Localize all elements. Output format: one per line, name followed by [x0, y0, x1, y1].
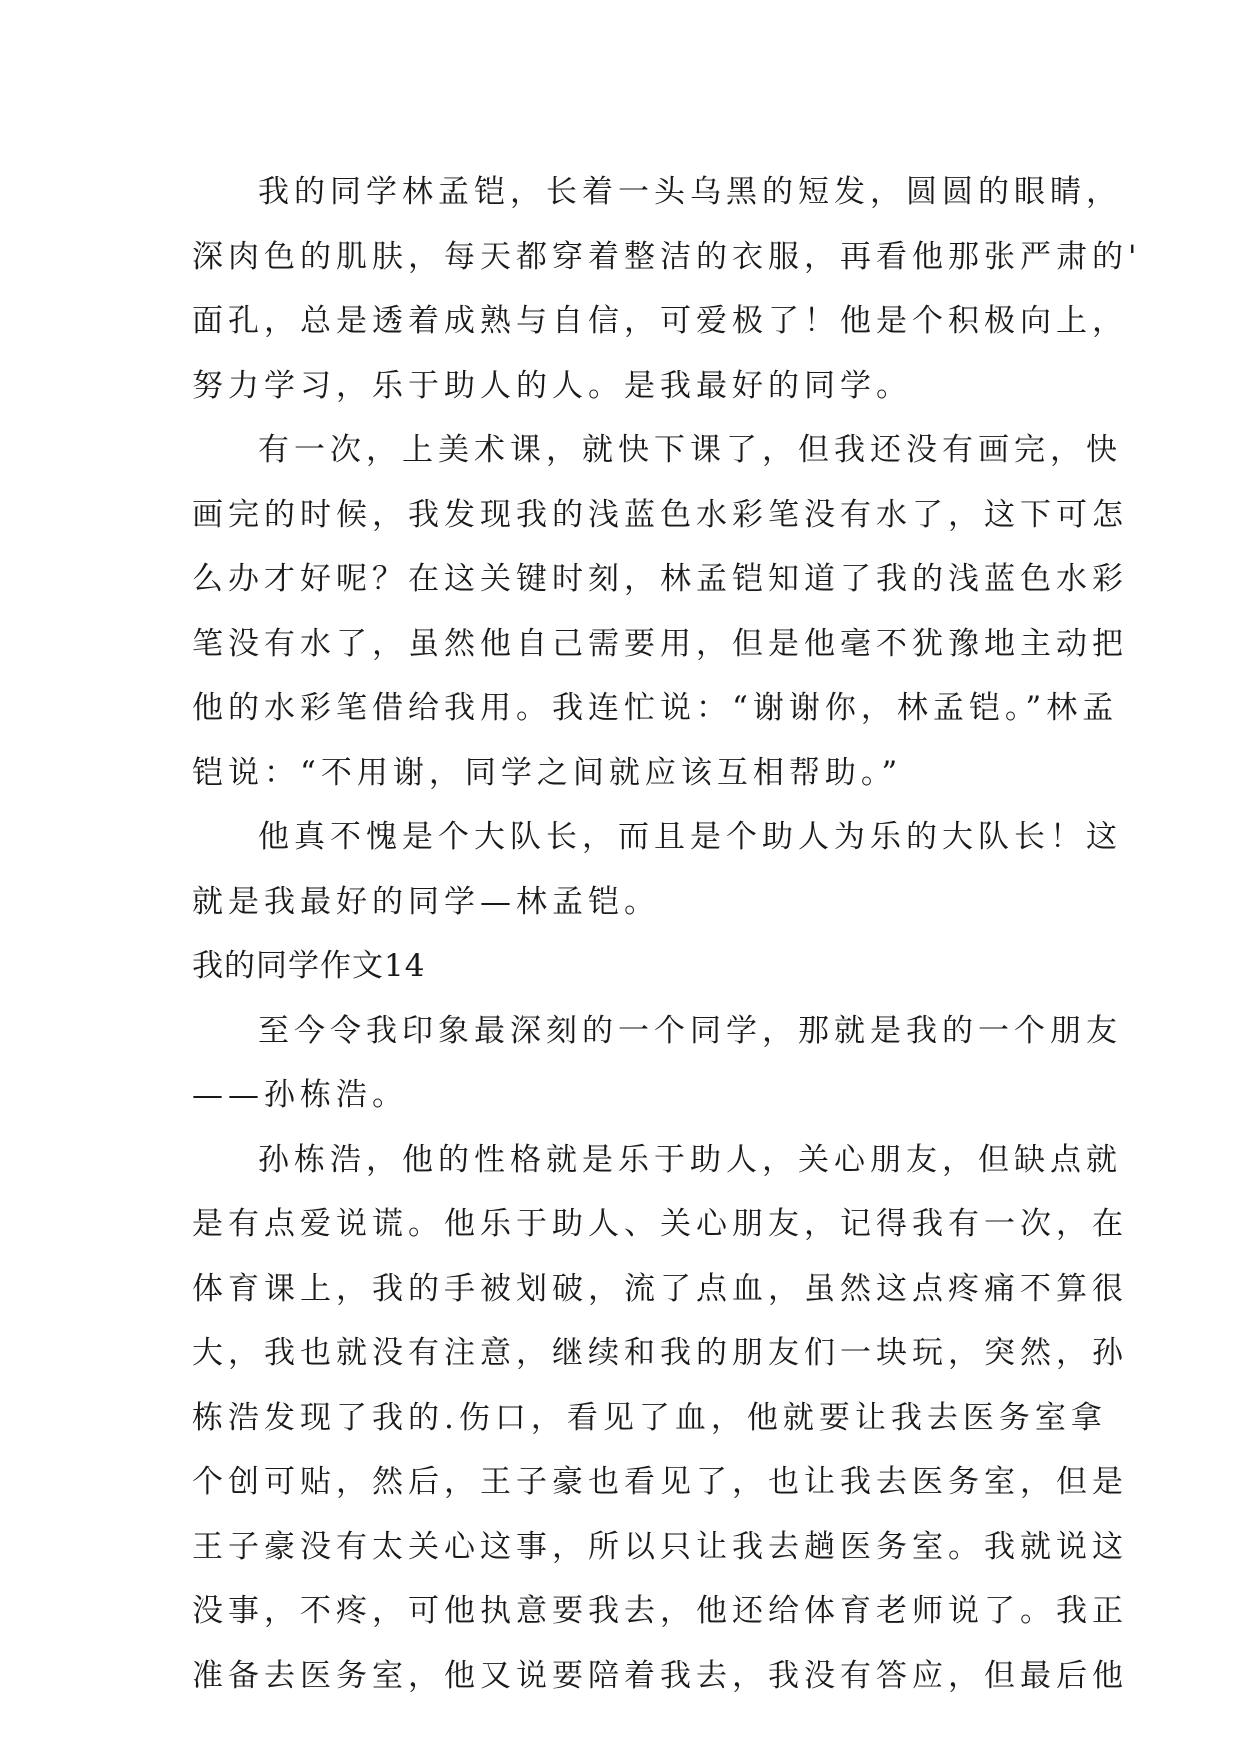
text-line: 是有点爱说谎。他乐于助人、关心朋友，记得我有一次，在 [192, 1206, 1128, 1242]
paragraph-4 [192, 999, 1122, 1128]
text-line: 画完的时候，我发现我的浅蓝色水彩笔没有水了，这下可怎 [192, 496, 1128, 533]
text-line: 准备去医务室，他又说要陪着我去，我没有答应，但最后他 [192, 1657, 1128, 1694]
text-line: 没事，不疼，可他执意要我去，他还给体育老师说了。我正 [192, 1593, 1128, 1629]
text-line: 努力学习，乐于助人的人。是我最好的同学。 [192, 367, 912, 404]
text-line: 铠说：“不用谢，同学之间就应该互相帮助。” [192, 754, 903, 791]
text-line: ——孙栋浩。 [192, 1077, 408, 1113]
text-line: 王子豪没有太关心这事，所以只让我去趟医务室。我就说这 [192, 1528, 1128, 1565]
text-line: 个创可贴，然后，王子豪也看见了，也让我去医务室，但是 [192, 1464, 1128, 1500]
text-line: 笔没有水了，虽然他自己需要用，但是他毫不犹豫地主动把 [192, 625, 1128, 662]
text-line: 他的水彩笔借给我用。我连忙说：“谢谢你，林孟铠。”林孟 [192, 690, 1119, 726]
text-line: 栋浩发现了我的.伤口，看见了血，他就要让我去医务室拿 [192, 1399, 1107, 1436]
text-line: 深肉色的肌肤，每天都穿着整洁的衣服，再看他那张严肃的' [192, 238, 1142, 275]
text-line: 大，我也就没有注意，继续和我的朋友们一块玩，突然，孙 [192, 1335, 1128, 1371]
paragraph-5 [192, 1128, 1128, 1709]
text-line: 至今令我印象最深刻的一个同学，那就是我的一个朋友 [258, 1012, 1122, 1049]
paragraph-1 [192, 160, 1142, 418]
document-body [192, 160, 1142, 1708]
text-line: 就是我最好的同学—林孟铠。 [192, 883, 660, 920]
section-heading: 我的同学作文14 [192, 948, 426, 984]
paragraph-3 [192, 805, 1122, 934]
text-line: 他真不愧是个大队长，而且是个助人为乐的大队长！这 [258, 819, 1122, 855]
paragraph-2 [192, 418, 1128, 805]
text-line: 面孔，总是透着成熟与自信，可爱极了！他是个积极向上， [192, 303, 1128, 339]
text-line: 体育课上，我的手被划破，流了点血，虽然这点疼痛不算很 [192, 1270, 1128, 1307]
text-line: 我的同学林孟铠，长着一头乌黑的短发，圆圆的眼睛， [258, 174, 1122, 210]
text-line: 么办才好呢？在这关键时刻，林孟铠知道了我的浅蓝色水彩 [192, 561, 1128, 597]
text-line: 有一次，上美术课，就快下课了，但我还没有画完，快 [258, 432, 1122, 468]
text-line: 孙栋浩，他的性格就是乐于助人，关心朋友，但缺点就 [258, 1141, 1122, 1178]
